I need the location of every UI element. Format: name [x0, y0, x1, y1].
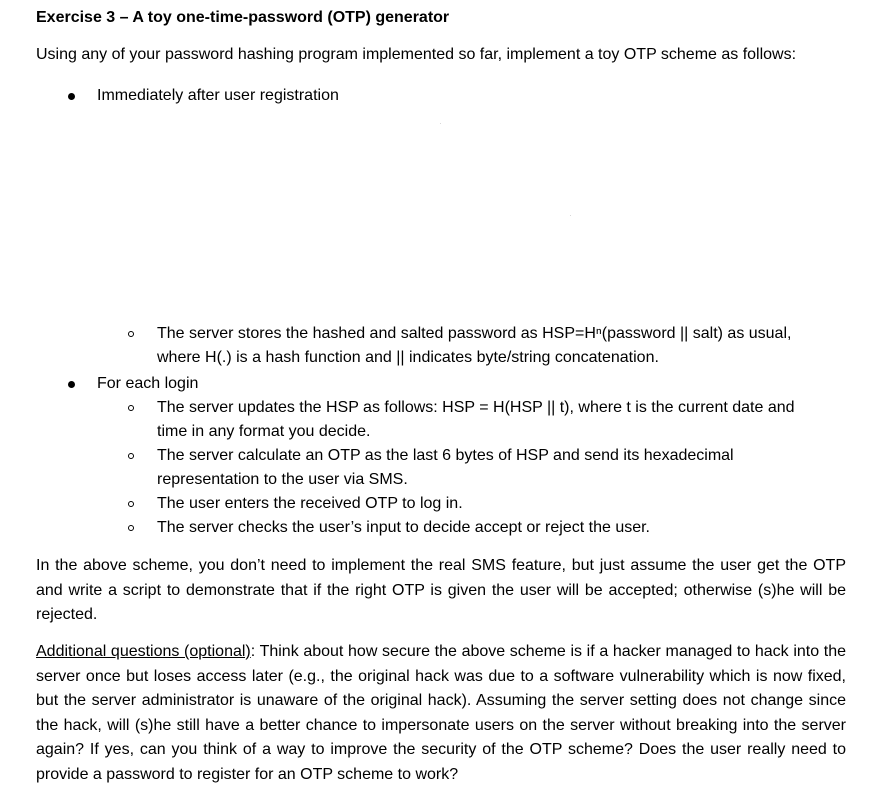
sub-item-line: The server checks the user’s input to decide accept or reject the user.	[157, 519, 650, 536]
bullet-dot-icon	[68, 381, 75, 388]
intro-text: Using any of your password hashing program implemented so far, implement a toy OTP scheme as follows:	[36, 46, 797, 63]
exercise-title: Exercise 3 – A toy one-time-password (OTP) generator	[36, 9, 450, 26]
sub-item-line: The user enters the received OTP to log in.	[157, 495, 463, 512]
circle-bullet-icon	[128, 331, 134, 337]
additional-questions-heading: Additional questions (optional)	[36, 643, 251, 660]
sub-item-line: The server stores the hashed and salted password as HSP=Hⁿ(password || salt) as usual,	[157, 325, 792, 342]
sub-item-line: time in any format you decide.	[157, 423, 371, 440]
circle-bullet-icon	[128, 501, 134, 507]
bullet-label: Immediately after user registration	[97, 87, 339, 104]
bullet-label: For each login	[97, 375, 199, 392]
circle-bullet-icon	[128, 525, 134, 531]
additional-questions-text: : Think about how secure the above scheme is if a hacker managed to hack into the server once but loses access later (e.g., the original hack was due to a software vulnerability which is now fixed, but the server administrator is unaware of the original hack). Assuming the server setting does not change since the hack, will (s)he still have a better chance to impersonate users on the server without breaking into the server again? If yes, can you think of a way to improve the security of the OTP scheme? Does the user really need to provide a password to register for an OTP scheme to work?	[36, 643, 847, 783]
body-paragraph: In the above scheme, you don’t need to implement the real SMS feature, but just assume the user get the OTP and write a script to demonstrate that if the right OTP is given the user will be accepted; otherwise (s)he will be rejected.	[36, 557, 846, 623]
circle-bullet-icon	[128, 405, 134, 411]
additional-questions-paragraph	[36, 640, 846, 787]
circle-bullet-icon	[128, 453, 134, 459]
sub-item-line: The server calculate an OTP as the last 6 bytes of HSP and send its hexadecimal	[157, 447, 734, 464]
sub-item-line: representation to the user via SMS.	[157, 471, 408, 488]
artifact-mark	[440, 123, 441, 124]
sub-item-line: where H(.) is a hash function and || indicates byte/string concatenation.	[157, 349, 659, 366]
artifact-mark	[570, 215, 571, 216]
sub-item-line: The server updates the HSP as follows: HSP = H(HSP || t), where t is the current date and	[157, 399, 795, 416]
bullet-dot-icon	[68, 93, 75, 100]
